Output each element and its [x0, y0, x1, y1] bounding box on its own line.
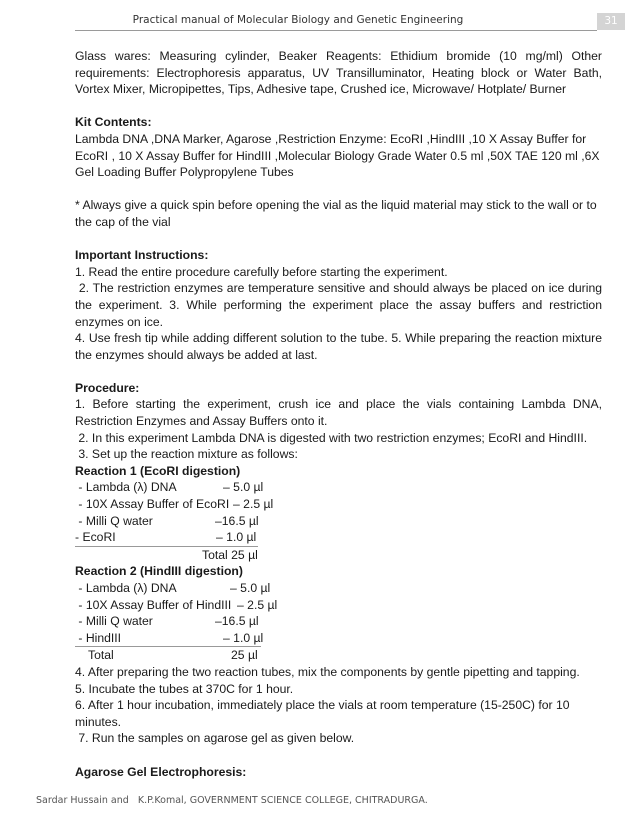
reaction-row: - 10X Assay Buffer of EcoRI – 2.5 µl [75, 497, 274, 512]
reaction-1-total: Total 25 µl [202, 547, 258, 562]
materials-paragraph: Glass wares: Measuring cylinder, Beaker Reagents: Ethidium bromide (10 mg/ml) Other requirements: Electrophoresis apparatus, UV Transilluminator, Heating block or Water Bath, Vortex Mixer, Micropipettes, Tips, Adhesive tape, Crushed ice, Microwave/ Hotplate/ Burner [75, 49, 602, 97]
gel-electrophoresis-heading: Agarose Gel Electrophoresis: [75, 764, 247, 779]
procedure-step-6: 6. After 1 hour incubation, immediately place the vials at room temperature (15-250C) for 10 minutes. [75, 698, 570, 729]
reaction-row: - 10X Assay Buffer of HindIII – 2.5 µl [75, 597, 278, 612]
reaction-1-heading: Reaction 1 (EcoRI digestion) [75, 463, 241, 478]
procedure-step-4: 4. After preparing the two reaction tubes, mix the components by gentle pipetting and tapping. [75, 664, 580, 679]
reaction-2-heading: Reaction 2 (HindIII digestion) [75, 564, 243, 579]
reaction-row: - EcoRI – 1.0 µl [75, 529, 602, 547]
instruction-1: 1. Read the entire procedure carefully before starting the experiment. [75, 264, 448, 279]
instruction-2-3: 2. The restriction enzymes are temperature sensitive and should always be placed on ice during the experiment. 3. While performing the experiment place the assay buffers and restriction enzymes on ice. [75, 281, 606, 329]
reaction-row: - Lambda (λ) DNA – 5.0 µl [75, 480, 264, 495]
document-body [75, 48, 606, 780]
instruction-4-5: 4. Use fresh tip while adding different solution to the tube. 5. While preparing the reaction mixture the enzymes should always be added at last. [75, 331, 602, 362]
reaction-row: - HindIII – 1.0 µl [75, 630, 602, 648]
reaction-2-total: Total 25 µl [88, 648, 258, 663]
spin-note: * Always give a quick spin before opening the vial as the liquid material may stick to the wall or to the cap of the vial [75, 198, 597, 229]
reaction-row: - Milli Q water –16.5 µl [75, 513, 259, 528]
procedure-heading: Procedure: [75, 380, 140, 395]
reaction-row: - Lambda (λ) DNA – 5.0 µl [75, 581, 271, 595]
running-header-title: Practical manual of Molecular Biology and Genetic Engineering [132, 14, 464, 26]
header-divider [75, 30, 597, 31]
reaction-row: - Milli Q water –16.5 µl [75, 614, 259, 629]
procedure-step-3: 3. Set up the reaction mixture as follows: [75, 447, 298, 462]
page-number-badge: 31 [597, 13, 625, 30]
page-footer: Sardar Hussain and K.P.Komal, GOVERNMENT SCIENCE COLLEGE, CHITRADURGA. [36, 795, 428, 806]
procedure-step-7: 7. Run the samples on agarose gel as given below. [75, 731, 355, 746]
kit-heading: Kit Contents: [75, 115, 152, 130]
instructions-heading: Important Instructions: [75, 248, 209, 263]
procedure-step-2: 2. In this experiment Lambda DNA is digested with two restriction enzymes; EcoRI and HindIII. [75, 430, 588, 445]
kit-contents-paragraph: Lambda DNA ,DNA Marker, Agarose ,Restriction Enzyme: EcoRI ,HindIII ,10 X Assay Buffer for EcoRI , 10 X Assay Buffer for HindIII ,Molecular Biology Grade Water 0.5 ml ,50X TAE 120 ml ,6X Gel Loading Buffer Polypropylene Tubes [75, 131, 600, 180]
procedure-step-5: 5. Incubate the tubes at 370C for 1 hour. [75, 681, 294, 696]
procedure-step-1: 1. Before starting the experiment, crush ice and place the vials containing Lambda DNA, Restriction Enzymes and Assay Buffers onto it. [75, 397, 602, 429]
